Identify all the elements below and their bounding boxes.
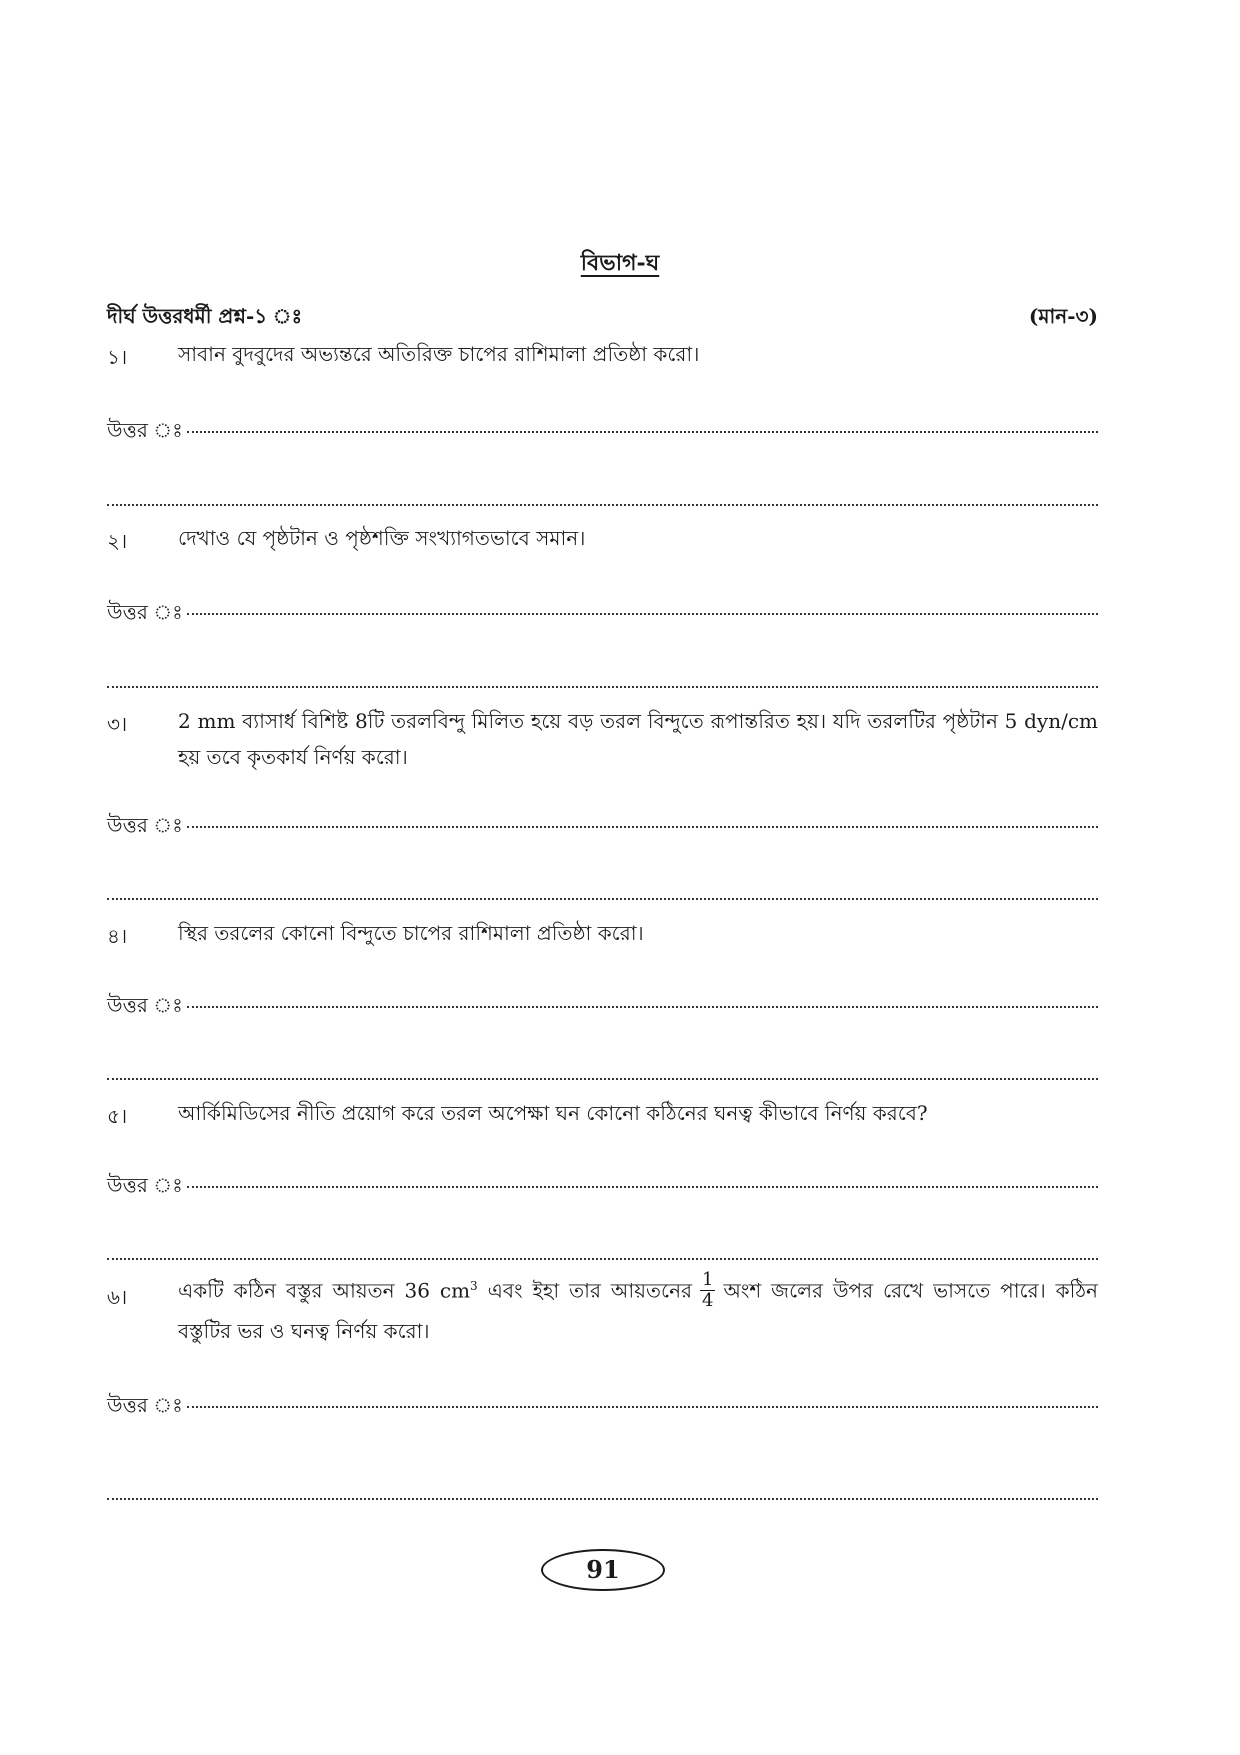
question-number: ৩। (107, 712, 128, 736)
answer-dots (187, 613, 1098, 615)
answer-continuation-line[interactable] (107, 686, 1098, 688)
answer-label: উত্তর ঃ (107, 1393, 183, 1417)
question-text: 2 mm ব্যাসার্ধ বিশিষ্ট 8টি তরলবিন্দু মিলিত হয়ে বড় তরল বিন্দুতে রূপান্তরিত হয়। যদি তরলটির পৃষ্ঠটান 5 dyn/cm হয় তবে কৃতকার্য নির্ণয় করো। (178, 709, 1098, 769)
answer-label: উত্তর ঃ (107, 993, 183, 1017)
answer-dots (187, 1406, 1098, 1408)
answer-label: উত্তর ঃ (107, 600, 183, 624)
question-group-heading: দীর্ঘ উত্তরধর্মী প্রশ্ন-১ ঃ (107, 304, 303, 328)
answer-line[interactable] (107, 991, 1098, 1024)
answer-line[interactable] (107, 1391, 1098, 1424)
question-text-part: এবং ইহা তার আয়তনের (477, 1278, 693, 1303)
answer-dots (187, 431, 1098, 433)
answer-continuation-line[interactable] (107, 504, 1098, 506)
answer-label: উত্তর ঃ (107, 1173, 183, 1197)
question-text: আর্কিমিডিসের নীতি প্রয়োগ করে তরল অপেক্ষা ঘন কোনো কঠিনের ঘনত্ব কীভাবে নির্ণয় করবে? (178, 1101, 928, 1125)
answer-continuation-line[interactable] (107, 1498, 1098, 1500)
question-text-part: অংশ জলের উপর রেখে ভাসতে পারে। কঠিন বস্তুটির ভর ও ঘনত্ব নির্ণয় করো। (178, 1278, 1098, 1343)
question-number: ২। (107, 529, 128, 553)
question-number: ৬। (107, 1285, 128, 1309)
answer-continuation-line[interactable] (107, 1078, 1098, 1080)
fraction-numerator: 1 (702, 1268, 714, 1290)
question-text-part: একটি কঠিন বস্তুর আয়তন 36 cm (178, 1278, 471, 1303)
answer-continuation-line[interactable] (107, 1258, 1098, 1260)
question-text: স্থির তরলের কোনো বিন্দুতে চাপের রাশিমালা প্রতিষ্ঠা করো। (178, 921, 644, 945)
page-number: 91 (541, 1549, 665, 1591)
answer-line[interactable] (107, 416, 1098, 449)
answer-line[interactable] (107, 1171, 1098, 1204)
exponent: 3 (470, 1279, 478, 1293)
question-text: সাবান বুদবুদের অভ্যন্তরে অতিরিক্ত চাপের রাশিমালা প্রতিষ্ঠা করো। (178, 342, 700, 366)
answer-label: উত্তর ঃ (107, 813, 183, 837)
section-title: বিভাগ-ঘ (580, 250, 660, 276)
answer-label: উত্তর ঃ (107, 418, 183, 442)
answer-dots (187, 1186, 1098, 1188)
question-number: ১। (107, 345, 128, 369)
answer-continuation-line[interactable] (107, 898, 1098, 900)
fraction (700, 1270, 715, 1311)
answer-dots (187, 826, 1098, 828)
marks-label: (মান-৩) (1028, 304, 1098, 328)
answer-line[interactable] (107, 811, 1098, 844)
question-number: ৪। (107, 924, 128, 948)
answer-line[interactable] (107, 598, 1098, 631)
answer-dots (187, 1006, 1098, 1008)
question-text (178, 1268, 1098, 1349)
question-number: ৫। (107, 1104, 128, 1128)
question-text: দেখাও যে পৃষ্ঠটান ও পৃষ্ঠশক্তি সংখ্যাগতভাবে সমান। (178, 526, 586, 550)
fraction-denominator: 4 (702, 1289, 714, 1311)
